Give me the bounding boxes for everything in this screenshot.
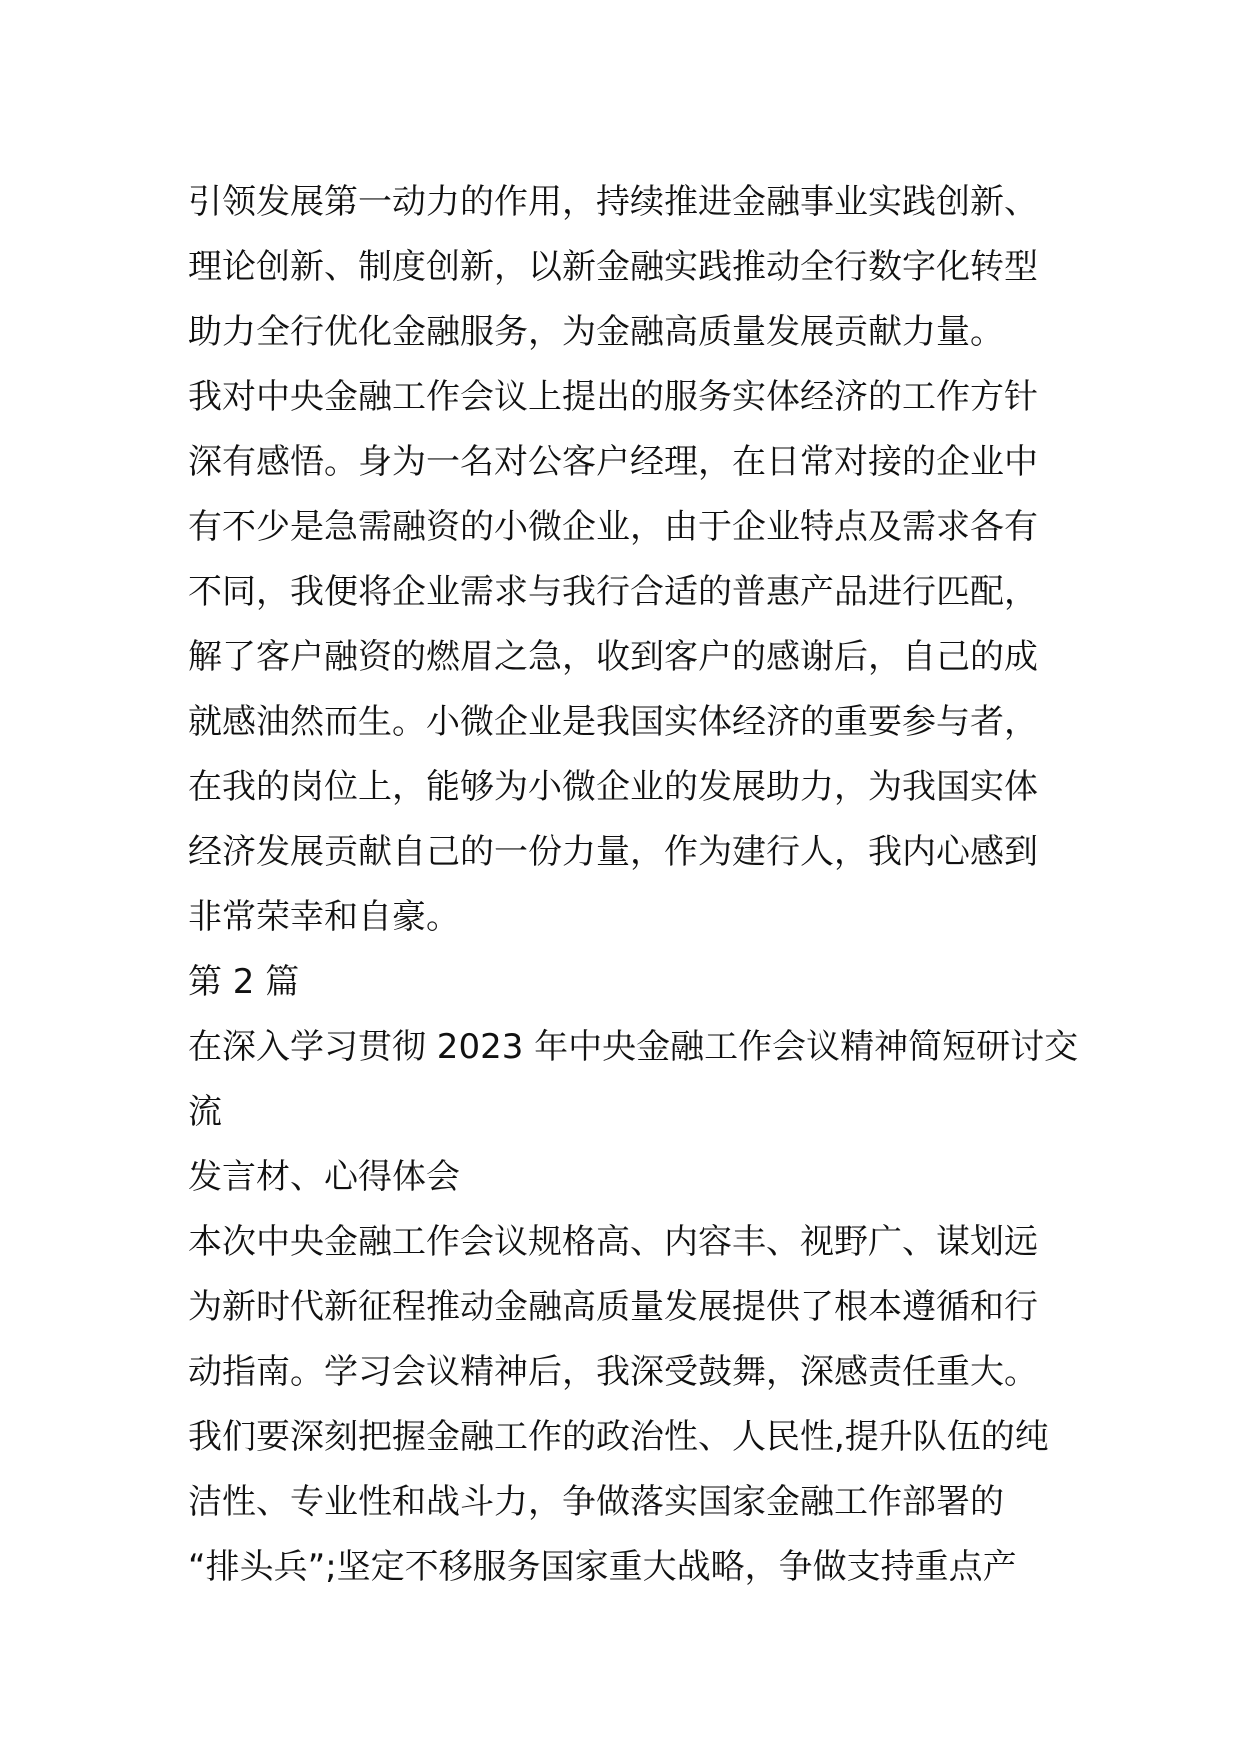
text-line: 我们要深刻把握金融工作的政治性、人民性,提升队伍的纯	[188, 1417, 1049, 1457]
document-body	[188, 170, 1079, 1600]
text-line: 助力全行优化金融服务，为金融高质量发展贡献力量。	[188, 312, 1004, 352]
text-line: 解了客户融资的燃眉之急，收到客户的感谢后，自己的成	[188, 637, 1038, 677]
article-title-line: 流	[188, 1092, 222, 1132]
article-title-line: 在深入学习贯彻 2023 年中央金融工作会议精神简短研讨交	[188, 1027, 1079, 1067]
text-line: 为新时代新征程推动金融高质量发展提供了根本遵循和行	[188, 1287, 1038, 1327]
text-line: “排头兵”;坚定不移服务国家重大战略，争做支持重点产	[188, 1547, 1017, 1587]
text-line: 有不少是急需融资的小微企业，由于企业特点及需求各有	[188, 507, 1038, 547]
text-line: 在我的岗位上，能够为小微企业的发展助力，为我国实体	[188, 767, 1038, 807]
text-line: 引领发展第一动力的作用，持续推进金融事业实践创新、	[188, 182, 1038, 222]
text-line: 理论创新、制度创新，以新金融实践推动全行数字化转型	[188, 247, 1038, 287]
section-heading: 第 2 篇	[188, 962, 300, 1002]
text-line: 本次中央金融工作会议规格高、内容丰、视野广、谋划远	[188, 1222, 1038, 1262]
text-line: 非常荣幸和自豪。	[188, 897, 460, 937]
article-subtitle: 发言材、心得体会	[188, 1157, 460, 1197]
text-line: 就感油然而生。小微企业是我国实体经济的重要参与者，	[188, 702, 1038, 742]
text-line: 深有感悟。身为一名对公客户经理，在日常对接的企业中	[188, 442, 1038, 482]
text-line: 经济发展贡献自己的一份力量，作为建行人，我内心感到	[188, 832, 1038, 872]
text-line: 动指南。学习会议精神后，我深受鼓舞，深感责任重大。	[188, 1352, 1038, 1392]
text-line: 不同，我便将企业需求与我行合适的普惠产品进行匹配，	[188, 572, 1038, 612]
text-line: 我对中央金融工作会议上提出的服务实体经济的工作方针	[188, 377, 1038, 417]
text-line: 洁性、专业性和战斗力，争做落实国家金融工作部署的	[188, 1482, 1004, 1522]
